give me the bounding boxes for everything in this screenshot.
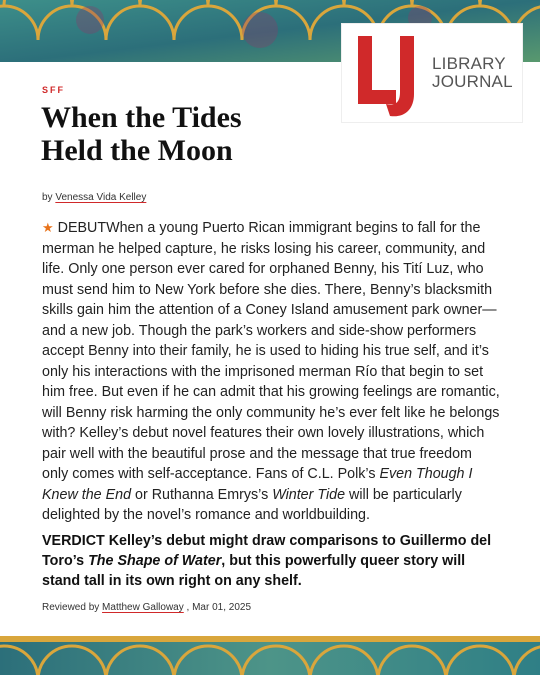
title-line-1: When the Tides — [41, 101, 242, 134]
title-line-2: Held the Moon — [41, 134, 233, 167]
logo-line-2: JOURNAL — [432, 72, 513, 91]
review-book-1: Even Though I Knew the End — [42, 466, 473, 503]
verdict-text-1: VERDICT Kelley’s debut might draw comparisons to Guillermo del Toro’s — [42, 533, 492, 569]
review-text-1: When a young Puerto Rican immigrant begins to fall for the merman he helped capture, he risks losing his career, community, and life. Only one person ever cared for orphaned Benny, his Tití Luz, who must send him to New York before she dies. There, Benny’s blacksmith skills gain him the attention of a Coney Island amusement park owner—and a new job. Though the park’s workers and side-show performers accept Benny into their family, he is used to hiding his true self, and it’s only his interactions with the imprisoned merman Río that begin to set him free. But even if he can admit that his growing feelings are romantic, will Benny risk harming the only community he’s ever felt like he belongs with? Kelley’s debut novel features their own lovely illustrations, which pair well with the beautiful prose and the message that true freedom only comes with self-acceptance. Fans of C.L. Polk’s — [42, 220, 500, 482]
review-book-2: Winter Tide — [272, 486, 346, 503]
byline — [42, 192, 146, 203]
logo-line-1: LIBRARY — [432, 54, 506, 73]
review-text-2: or Ruthanna Emrys’s — [131, 486, 273, 503]
author-link[interactable]: Venessa Vida Kelley — [55, 192, 147, 203]
verdict — [42, 531, 502, 591]
verdict-book: The Shape of Water — [88, 553, 222, 569]
category-label[interactable]: SFF — [42, 85, 65, 95]
verdict-text-2: , but this powerfully queer story will stand tall in its own right on any shelf. — [42, 553, 466, 589]
reviewer-link[interactable]: Matthew Galloway — [102, 602, 184, 613]
review-date: , Mar 01, 2025 — [186, 602, 252, 613]
star-icon: ★ — [42, 220, 54, 235]
book-title — [41, 101, 341, 167]
debut-label: DEBUT — [57, 220, 107, 236]
reviewed-prefix: Reviewed by — [42, 602, 100, 613]
review-text-3: will be particularly delighted by the novel’s romance and worldbuilding. — [42, 486, 462, 523]
review-body — [42, 218, 502, 526]
bottom-scale-pattern — [0, 636, 540, 675]
library-journal-wordmark — [432, 55, 524, 91]
byline-prefix: by — [42, 192, 53, 203]
lj-logo-mark[interactable] — [356, 32, 426, 118]
reviewed-by — [42, 602, 251, 613]
